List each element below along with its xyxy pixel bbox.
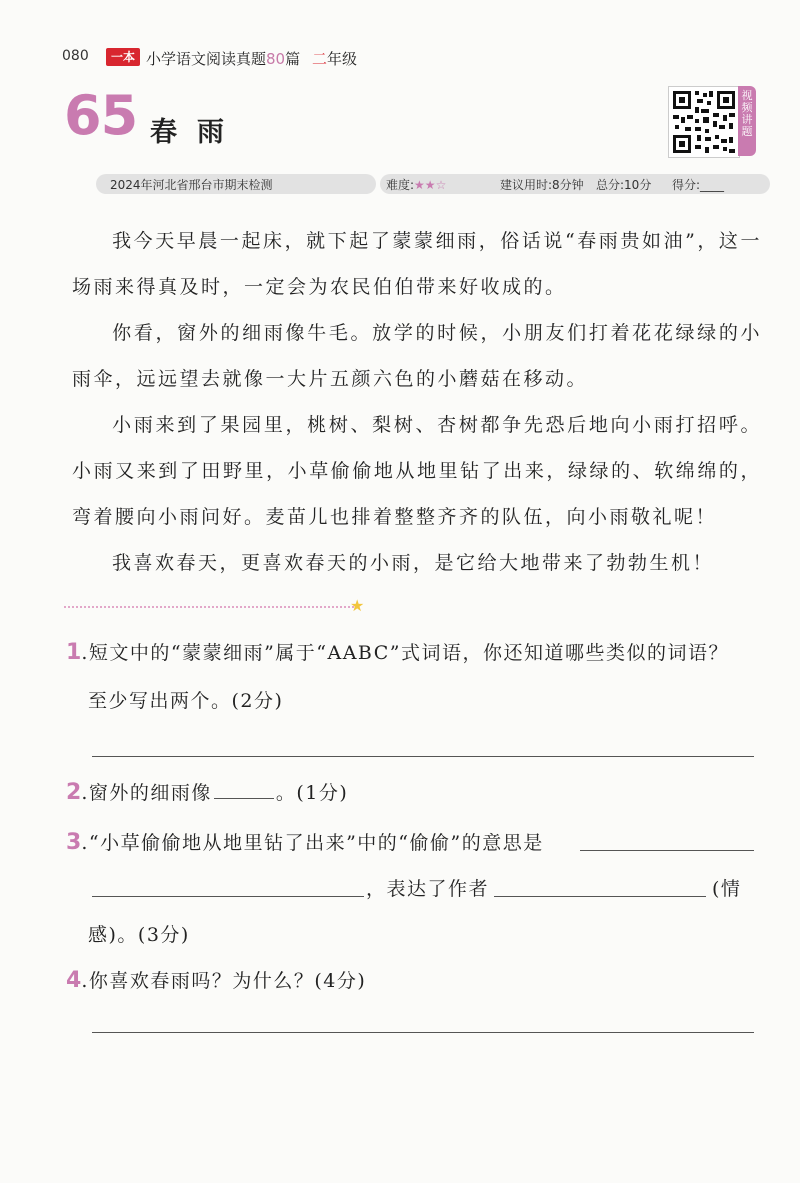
question-text: .短文中的“蒙蒙细雨”属于“AABC”式词语，你还知道哪些类似的词语？ [81, 642, 730, 664]
answer-line[interactable] [580, 850, 754, 851]
difficulty-label: 难度: [386, 178, 415, 192]
page-number: 080 [62, 48, 89, 64]
question-text: .“小草偷偷地从地里钻了出来”中的“偷偷”的意思是 [81, 832, 544, 854]
passage-paragraph [72, 310, 762, 402]
question-2 [66, 778, 348, 805]
brand-logo: 一本 [106, 48, 140, 66]
question-3 [66, 828, 544, 855]
difficulty [386, 176, 446, 193]
answer-line[interactable] [92, 896, 364, 897]
question-number: 2 [66, 780, 82, 805]
question-3-mid: ，表达了作者 [366, 878, 490, 900]
paragraph-text: 你看，窗外的细雨像牛毛。放学的时候，小朋友们打着花花绿绿的小雨伞，远远望去就像一大片五颜六色的小蘑菇在移动。 [72, 322, 762, 390]
paragraph-text: 小雨来到了果园里，桃树、梨树、杏树都争先恐后地向小雨打招呼。小雨又来到了田野里，小草偷偷地从地里钻了出来，绿绿的、软绵绵的，弯着腰向小雨问好。麦苗儿也排着整整齐齐的队伍，向小雨敬礼呢！ [72, 414, 762, 528]
question-text-end: 。(1分) [275, 782, 349, 804]
question-1-line2: 至少写出两个。(2分) [88, 690, 284, 712]
series-count: 80 [266, 50, 286, 68]
lesson-title: 春雨 [150, 117, 244, 148]
question-3-end: (情 [712, 878, 742, 900]
star-icon: ★ [350, 596, 365, 615]
answer-line[interactable] [92, 756, 754, 757]
lesson-number: 65 [64, 84, 138, 147]
question-4 [66, 966, 366, 993]
time-label: 建议用时:8分钟 [500, 178, 584, 192]
passage-paragraph [72, 218, 762, 310]
passage-paragraph [72, 402, 762, 540]
series-suffix: 篇 [285, 50, 301, 68]
paragraph-text: 我今天早晨一起床，就下起了蒙蒙细雨，俗话说“春雨贵如油”，这一场雨来得真及时，一定会为农民伯伯带来好收成的。 [72, 230, 762, 298]
qr-video-tag[interactable]: 视频讲题 [738, 86, 756, 156]
section-divider [64, 606, 354, 608]
grade-label: 二年级 [312, 50, 358, 68]
question-3-line3: 感)。(3分) [88, 924, 190, 946]
question-number: 1 [66, 640, 82, 665]
question-text: .窗外的细雨像 [81, 782, 212, 804]
series-title [146, 48, 300, 69]
difficulty-stars: ★★☆ [414, 178, 447, 192]
qr-code-icon [669, 87, 739, 157]
question-text: .你喜欢春雨吗？为什么？(4分) [81, 970, 367, 992]
question-number: 3 [66, 830, 82, 855]
paragraph-text: 我喜欢春天，更喜欢春天的小雨，是它给大地带来了勃勃生机！ [112, 552, 715, 574]
qr-code[interactable] [668, 86, 740, 158]
series-prefix: 小学语文阅读真题 [146, 50, 267, 68]
question-1 [66, 638, 729, 665]
passage-paragraph [72, 540, 762, 586]
source-label: 2024年河北省邢台市期末检测 [110, 178, 273, 192]
answer-blank[interactable] [214, 798, 274, 799]
total-label: 总分:10分 [596, 178, 652, 192]
question-number: 4 [66, 968, 82, 993]
score-label: 得分:____ [672, 178, 725, 192]
answer-line[interactable] [494, 896, 706, 897]
answer-line[interactable] [92, 1032, 754, 1033]
